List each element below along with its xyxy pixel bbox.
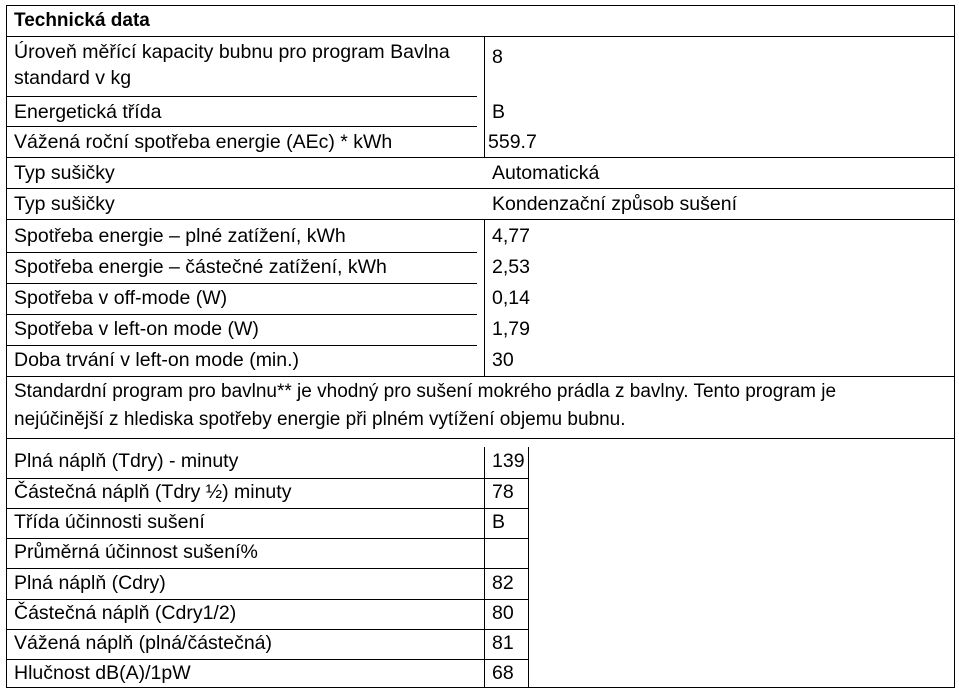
row-value: 0,14 — [492, 287, 530, 309]
row-label: Plná náplň (Tdry) - minuty — [14, 450, 239, 472]
row-label: Energetická třída — [14, 101, 162, 123]
row-divider — [7, 188, 954, 189]
row-label: Typ sušičky — [14, 193, 115, 215]
row-divider — [7, 376, 954, 377]
row-value: 30 — [492, 349, 514, 371]
column-divider — [484, 447, 485, 688]
row-value: 559.7 — [488, 131, 537, 153]
row-divider — [7, 219, 954, 220]
row-value: 78 — [492, 481, 514, 503]
row-label: Doba trvání v left-on mode (min.) — [14, 349, 300, 371]
row-label: Vážená náplň (plná/částečná) — [14, 632, 273, 654]
column-divider — [484, 36, 485, 157]
technical-data-table — [6, 5, 955, 688]
row-label: Vážená roční spotřeba energie (AEc) * kWh — [14, 131, 393, 153]
row-label: Spotřeba v left-on mode (W) — [14, 318, 259, 340]
row-divider — [7, 157, 954, 158]
row-label: Úroveň měřící kapacity bubnu pro program Bavlna standard v kg — [14, 41, 450, 89]
row-value: 68 — [492, 662, 514, 684]
row-label: Typ sušičky — [14, 162, 115, 184]
row-label: Spotřeba v off-mode (W) — [14, 287, 228, 309]
row-value: 1,79 — [492, 318, 530, 340]
row-value: Automatická — [492, 162, 600, 184]
row-label: Hlučnost dB(A)/1pW — [14, 662, 191, 684]
row-label: Plná náplň (Cdry) — [14, 572, 166, 594]
row-divider — [7, 438, 954, 439]
row-value: B — [492, 511, 506, 533]
column-divider — [528, 447, 529, 688]
row-value: 82 — [492, 572, 514, 594]
row-label: Průměrná účinnost sušení% — [14, 541, 258, 563]
row-value: Kondenzační způsob sušení — [492, 193, 738, 215]
column-divider — [484, 219, 485, 376]
program-note: Standardní program pro bavlnu** je vhodný pro sušení mokrého prádla z bavlny. Tento program je nejúčinější z hlediska spotřeby energie při plném vytížení objemu bubnu. — [14, 381, 837, 430]
row-value: 80 — [492, 602, 514, 624]
row-label: Částečná náplň (Tdry ½) minuty — [14, 481, 292, 503]
row-value: 81 — [492, 632, 514, 654]
row-label: Částečná náplň (Cdry1/2) — [14, 602, 237, 624]
row-label: Spotřeba energie – částečné zatížení, kWh — [14, 256, 387, 278]
row-value: 8 — [492, 46, 503, 68]
row-value: B — [492, 101, 506, 123]
table-title: Technická data — [14, 10, 150, 31]
row-divider — [7, 126, 477, 127]
row-label: Spotřeba energie – plné zatížení, kWh — [14, 225, 346, 247]
row-label: Třída účinnosti sušení — [14, 511, 205, 533]
row-value: 139 — [492, 450, 525, 472]
row-divider — [7, 36, 954, 37]
row-value: 2,53 — [492, 256, 530, 278]
row-value: 4,77 — [492, 225, 530, 247]
row-divider — [7, 96, 477, 97]
